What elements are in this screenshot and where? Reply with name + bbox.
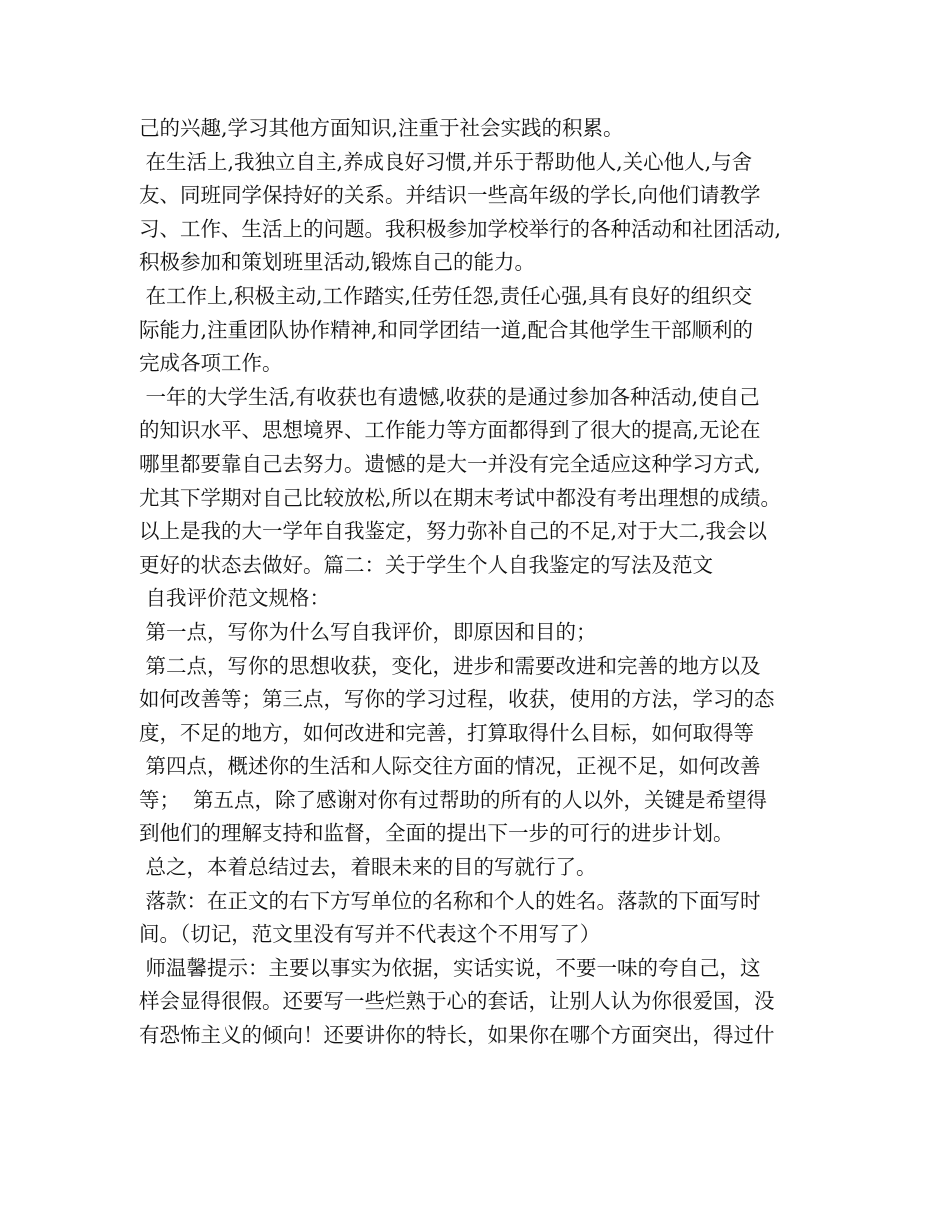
text-line: 第四点，概述你的生活和人际交往方面的情况，正视不足，如何改善 [139, 754, 761, 779]
text-line: 完成各项工作。 [139, 351, 283, 376]
text-line: 样会显得很假。还要写一些烂熟于心的套话，让别人认为你很爱国，没 [139, 989, 775, 1014]
text-line: 总之，本着总结过去，着眼未来的目的写就行了。 [139, 855, 597, 880]
text-line: 尤其下学期对自己比较放松,所以在期末考试中都没有考出理想的成绩。 [139, 485, 782, 510]
text-line: 积极参加和策划班里活动,锻炼自己的能力。 [139, 250, 536, 275]
text-line: 以上是我的大一学年自我鉴定，努力弥补自己的不足,对于大二,我会以 [139, 519, 768, 544]
text-line: 的知识水平、思想境界、工作能力等方面都得到了很大的提高,无论在 [139, 418, 761, 443]
text-line: 师温馨提示：主要以事实为依据，实话实说，不要一味的夸自己，这 [139, 955, 761, 980]
text-line: 落款：在正文的右下方写单位的名称和个人的姓名。落款的下面写时 [139, 888, 761, 913]
text-line: 习、工作、生活上的问题。我积极参加学校举行的各种活动和社团活动, [139, 216, 782, 241]
text-line: 间。（切记，范文里没有写并不代表这个不用写了） [139, 922, 601, 947]
text-line: 自我评价范文规格： [139, 586, 331, 611]
text-line: 第一点，写你为什么写自我评价，即原因和目的； [139, 619, 597, 644]
text-line: 第二点，写你的思想收获，变化，进步和需要改进和完善的地方以及 [139, 653, 761, 678]
text-line: 友、同班同学保持好的关系。并结识一些高年级的学长,向他们请教学 [139, 183, 761, 208]
text-line: 一年的大学生活,有收获也有遗憾,收获的是通过参加各种活动,使自己 [139, 384, 760, 409]
text-line: 有恐怖主义的倾向！还要讲你的特长，如果你在哪个方面突出，得过什 [139, 1023, 775, 1048]
text-line: 度，不足的地方，如何改进和完善，打算取得什么目标，如何取得等 [139, 720, 754, 745]
text-line: 在工作上,积极主动,工作踏实,任劳任怨,责任心强,具有良好的组织交 [139, 283, 753, 308]
text-line: 哪里都要靠自己去努力。遗憾的是大一并没有完全适应这种学习方式, [139, 451, 761, 476]
text-line: 到他们的理解支持和监督，全面的提出下一步的可行的进步计划。 [139, 821, 734, 846]
text-line: 如何改善等；第三点，写你的学习过程，收获，使用的方法，学习的态 [139, 687, 775, 712]
document-body-text [139, 112, 819, 1053]
text-line: 更好的状态去做好。篇二：关于学生个人自我鉴定的写法及范文 [139, 552, 713, 577]
text-line: 等； 第五点，除了感谢对你有过帮助的所有的人以外，关键是希望得 [139, 787, 768, 812]
text-line: 己的兴趣,学习其他方面知识,注重于社会实践的积累。 [139, 116, 624, 140]
text-line: 在生活上,我独立自主,养成良好习惯,并乐于帮助他人,关心他人,与舍 [139, 149, 753, 174]
text-line: 际能力,注重团队协作精神,和同学团结一道,配合其他学生干部顺利的 [139, 317, 754, 342]
